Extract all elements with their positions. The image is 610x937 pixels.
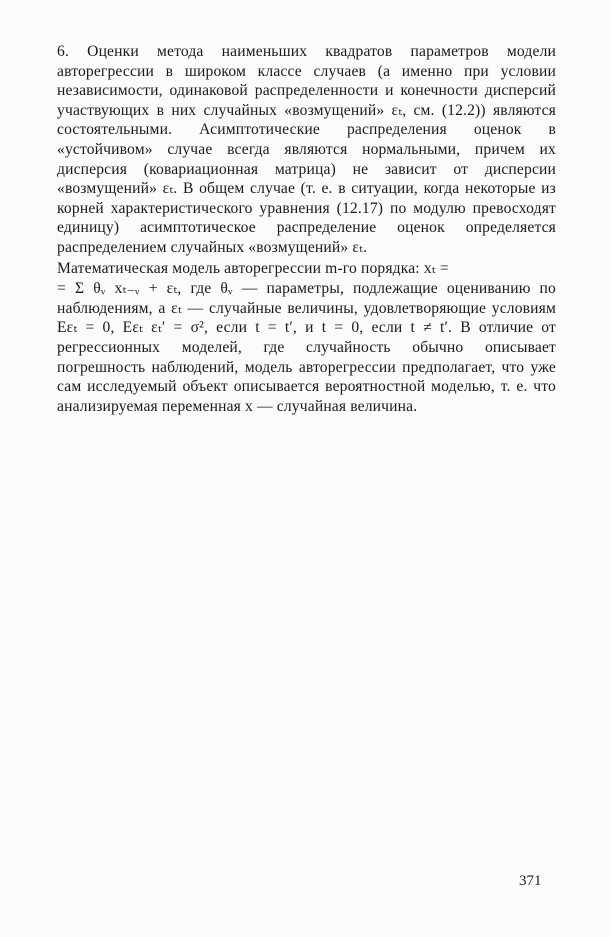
paragraph-model-intro: Математическая модель авторегрессии m-го порядка: xₜ = (57, 259, 449, 277)
paragraph-6: 6. Оценки метода наименьших квадратов параметров модели авторегрессии в широком классе случаев (а именно при условии независимости, одинаковой распределенности и конечности дисперсий участвующих в них случайных «возмущений» εₜ, см. (12.2)) являются состоятельными. Асимптотические распределения оценок в «устойчивом» случае всегда являются нормальными, причем их дисперсия (ковариационная матрица) не зависит от дисперсии «возмущений» εₜ. В общем случае (т. е. в ситуации, когда некоторые из корней характеристического уравнения (12.17) по модулю превосходят единицу) асимптотическое распределение оценок определяется распределением случайных «возмущений» εₜ. (57, 43, 556, 256)
page-number: 371 (519, 873, 542, 889)
paragraph-model-body: = Σ θᵥ xₜ₋ᵥ + εₜ, где θᵥ — параметры, подлежащие оцениванию по наблюдениям, а εₜ — случайные величины, удовлетворяющие условиям Eεₜ = 0, Eεₜ εₜ′ = σ², если t = t′, и t = 0, если t ≠ t′. В отличие от регрессионных моделей, где случайность обычно описывает погрешность наблюдений, модель авторегрессии предполагает, что уже сам исследуемый объект описывается вероятностной моделью, т. е. что анализируемая переменная x — случайная величина. (57, 280, 556, 415)
body-text (57, 42, 556, 416)
